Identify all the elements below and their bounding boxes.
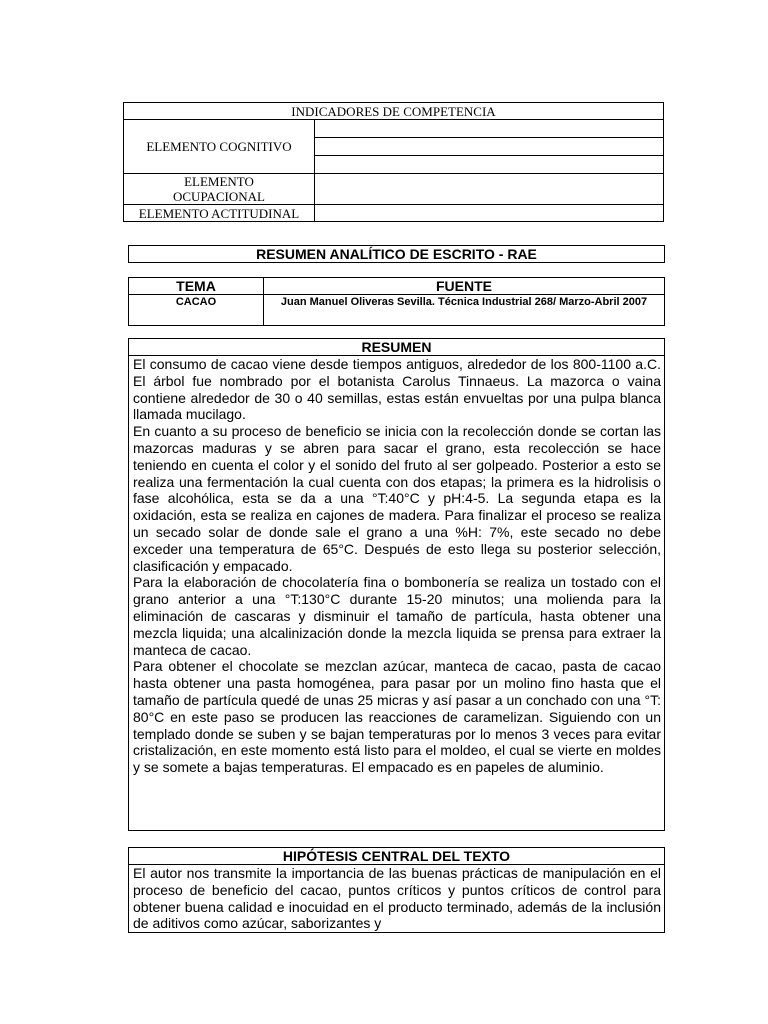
indicadores-table (123, 102, 664, 222)
actitudinal-cell (315, 205, 664, 222)
cognitivo-cell-3 (315, 156, 664, 174)
resumen-table (128, 338, 665, 831)
resumen-paragraph-2: En cuanto a su proceso de beneficio se inicia con la recolección donde se cortan las mazorcas maduras y se abren para sacar el grano, esta recolección se hace teniendo en cuenta el color y el sonido del fruto al ser golpeado. Posterior a esto se realiza una fermentación la cual cuenta con dos etapas; la primera es la hidrolisis o fase alcohólica, esta se da a una °T:40°C y pH:4-5. La segunda etapa es la oxidación, esta se realiza en cajones de madera. Para finalizar el proceso se realiza un secado solar de donde sale el grano a una %H: 7%, este secado no debe exceder una temperatura de 65°C. Después de esto llega su posterior selección, clasificación y empacado. (133, 423, 661, 574)
resumen-paragraph-3: Para la elaboración de chocolatería fina o bombonería se realiza un tostado con el grano anterior a una °T:130°C durante 15-20 minutos; una molienda para la eliminación de cascaras y disminuir el tamaño de partícula, hasta obtener una mezcla liquida; una alcalinización donde la mezcla liquida se prensa para extraer la manteca de cacao. (133, 574, 661, 658)
hipotesis-body (129, 865, 665, 933)
ocupacional-cell (315, 174, 664, 205)
elemento-ocupacional-label (124, 174, 315, 205)
tema-fuente-table (128, 277, 665, 326)
ocupacional-line1: ELEMENTO (184, 174, 254, 189)
hipotesis-table (128, 847, 665, 933)
elemento-actitudinal-label: ELEMENTO ACTITUDINAL (124, 205, 315, 222)
cognitivo-cell-1 (315, 120, 664, 138)
elemento-cognitivo-label: ELEMENTO COGNITIVO (124, 120, 315, 174)
resumen-body (129, 356, 665, 831)
resumen-paragraph-1: El consumo de cacao viene desde tiempos antiguos, alrededor de los 800-1100 a.C. El árbol fue nombrado por el botanista Carolus Tinnaeus. La mazorca o vaina contiene alrededor de 30 o 40 semillas, estas están envueltas por una pulpa blanca llamada mucilago. (133, 356, 661, 423)
tema-value (129, 295, 264, 326)
fuente-value-text: Juan Manuel Oliveras Sevilla. Técnica Industrial 268/ Marzo-Abril 2007 (280, 296, 648, 308)
indicadores-title: INDICADORES DE COMPETENCIA (124, 103, 664, 120)
fuente-header: FUENTE (264, 278, 665, 295)
tema-value-text: CACAO (175, 296, 217, 308)
rae-title-table (128, 245, 665, 263)
tema-header: TEMA (129, 278, 264, 295)
resumen-paragraph-4: Para obtener el chocolate se mezclan azúcar, manteca de cacao, pasta de cacao hasta obtener una pasta homogénea, para pasar por un molino fino hasta que el tamaño de partícula quedé de unas 25 micras y así pasar a un conchado con una °T: 80°C en este paso se producen las reacciones de caramelizan. Siguiendo con un templado donde se suben y se bajan temperaturas por lo menos 3 veces para evitar cristalización, en este momento está listo para el moldeo, el cual se vierte en moldes y se somete a bajas temperaturas. El empacado es en papeles de aluminio. (133, 658, 661, 776)
resumen-title: RESUMEN (129, 339, 665, 356)
fuente-value (264, 295, 665, 326)
hipotesis-title: HIPÓTESIS CENTRAL DEL TEXTO (129, 848, 665, 865)
ocupacional-line2: OCUPACIONAL (173, 189, 265, 204)
rae-title: RESUMEN ANALÍTICO DE ESCRITO - RAE (129, 246, 665, 263)
cognitivo-cell-2 (315, 138, 664, 156)
hipotesis-text: El autor nos transmite la importancia de las buenas prácticas de manipulación en el proceso de beneficio del cacao, puntos críticos y puntos críticos de control para obtener buena calidad e inocuidad en el producto terminado, además de la inclusión de aditivos como azúcar, saborizantes y (133, 865, 661, 932)
